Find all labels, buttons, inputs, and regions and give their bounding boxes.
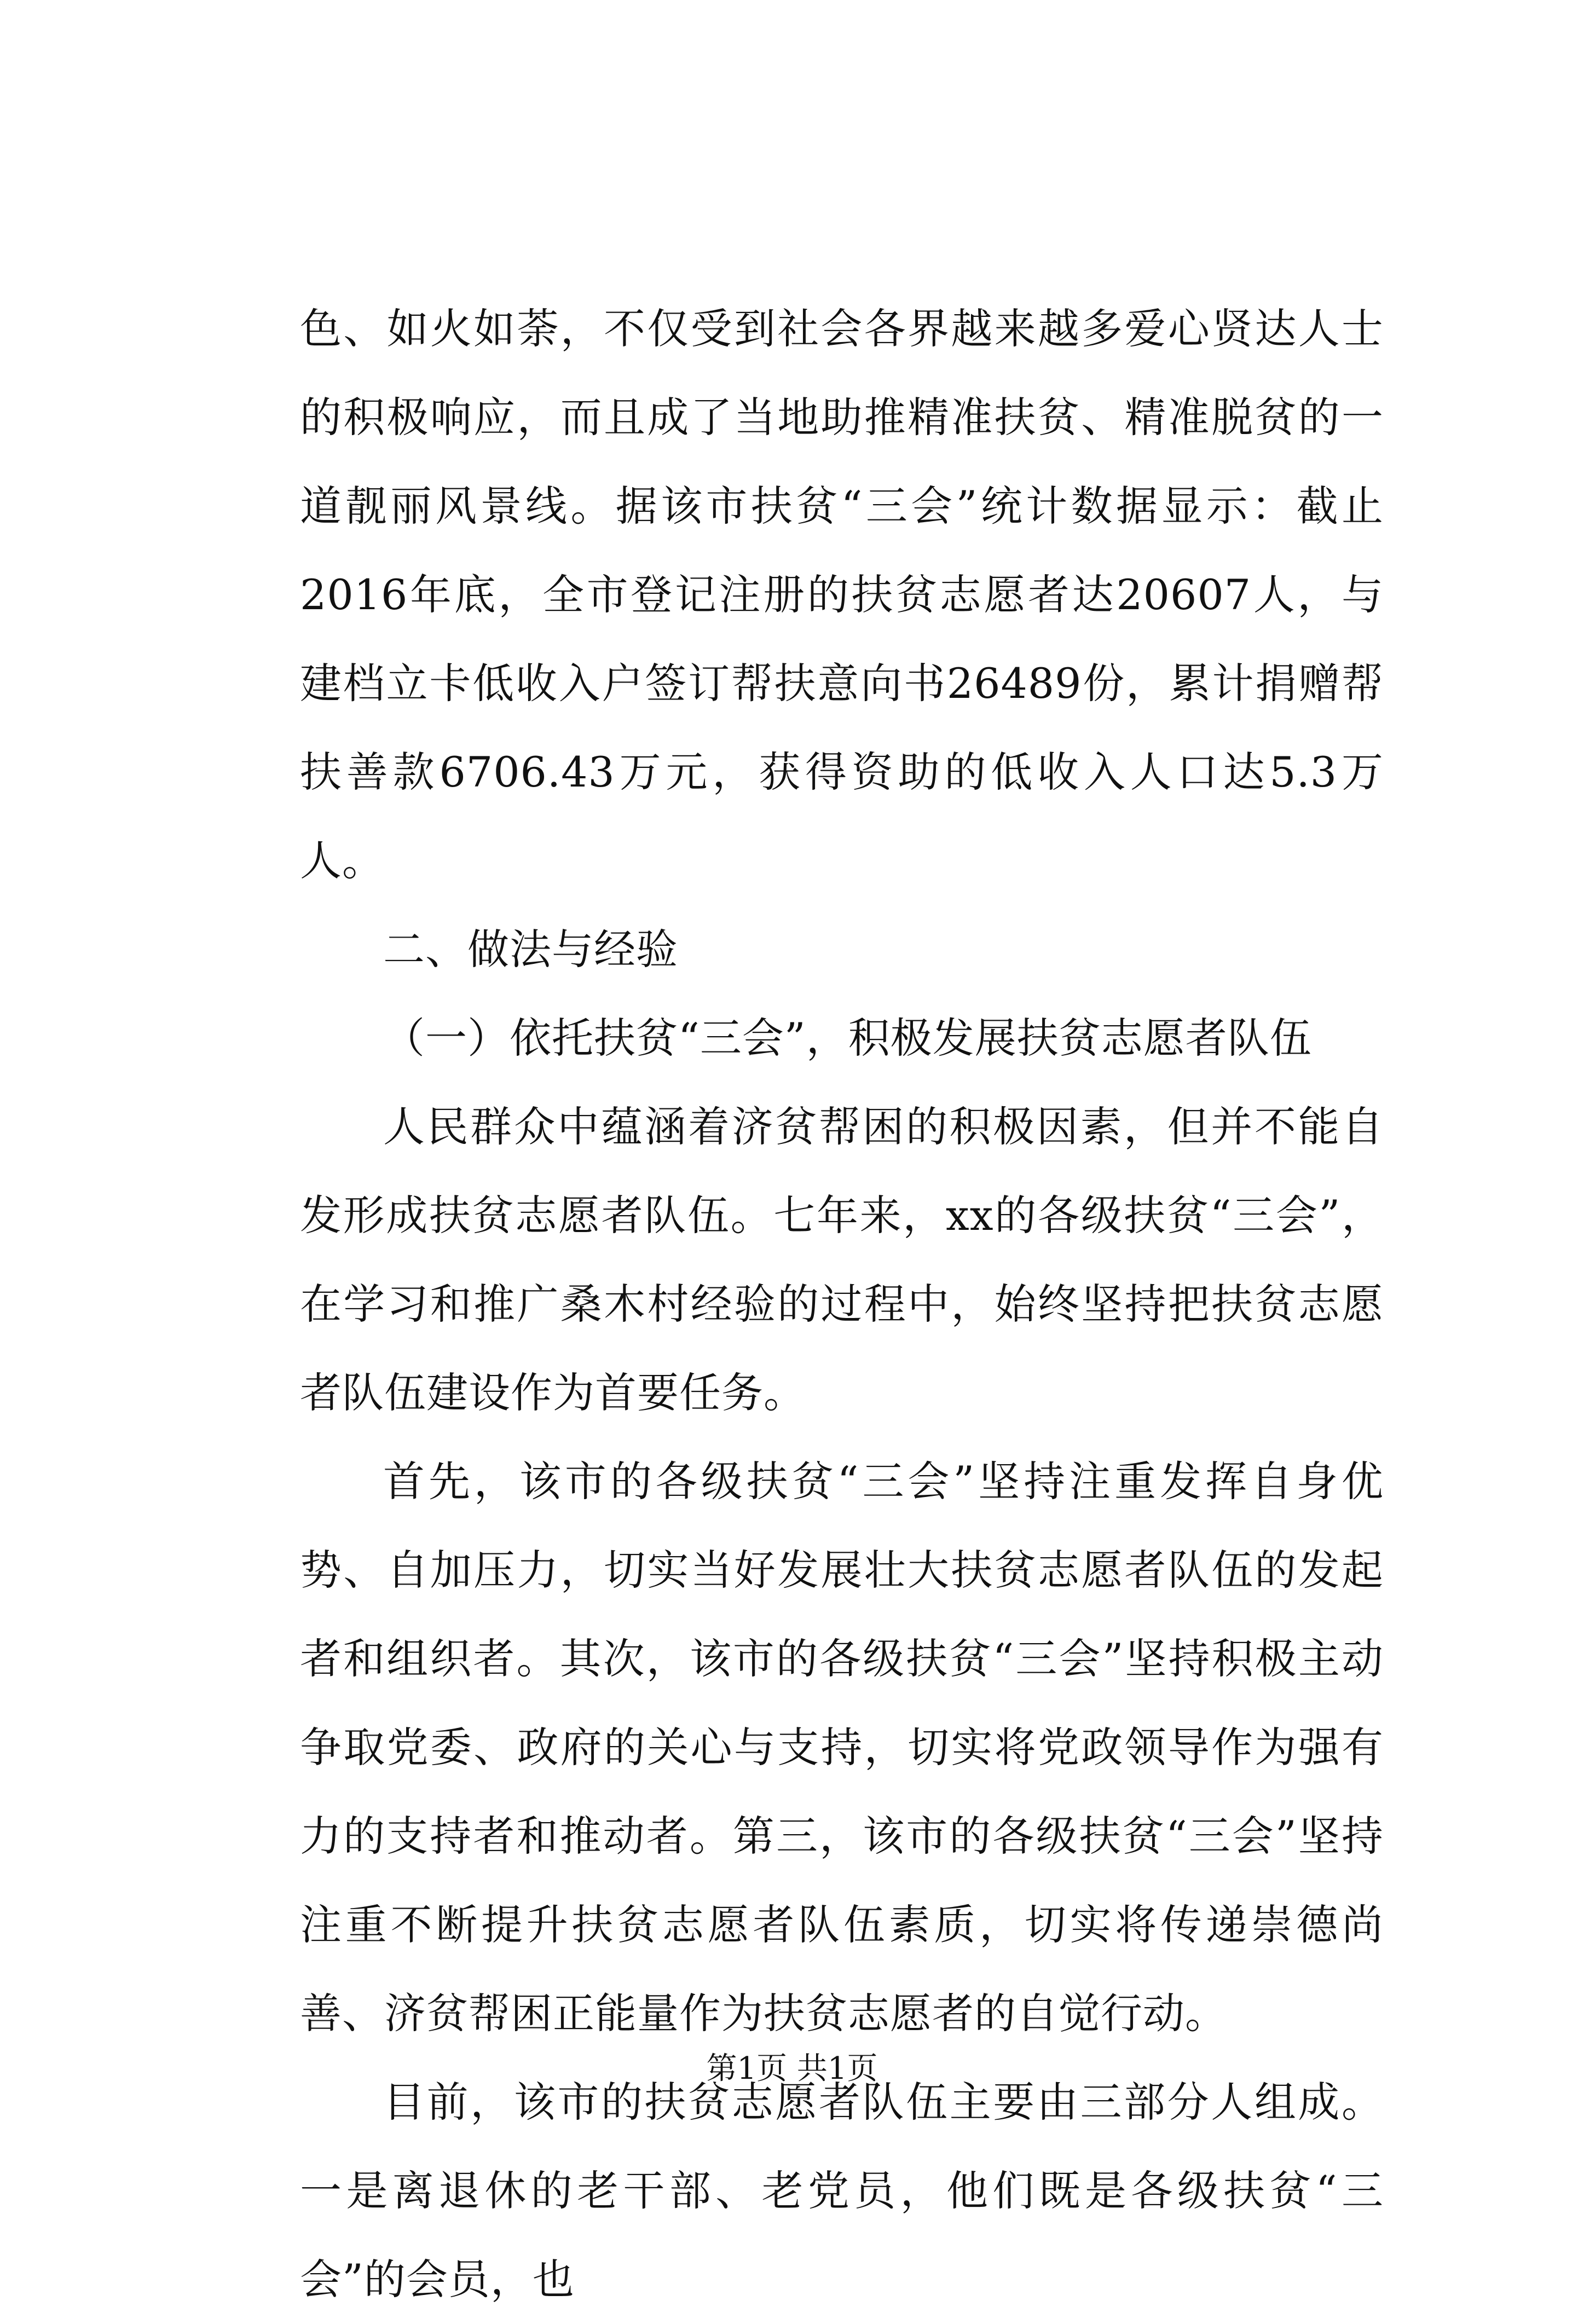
paragraph-2: 人民群众中蕴涵着济贫帮困的积极因素，但并不能自发形成扶贫志愿者队伍。七年来，xx的各级扶贫“三会”，在学习和推广桑木村经验的过程中，始终坚持把扶贫志愿者队伍建设作为首要任务。 xyxy=(300,1102,1384,1417)
paragraph-4: 目前，该市的扶贫志愿者队伍主要由三部分人组成。一是离退休的老干部、老党员，他们既是各级扶贫“三会”的会员，也 xyxy=(300,2078,1384,2304)
subsection-heading: （一）依托扶贫“三会”，积极发展扶贫志愿者队伍 xyxy=(383,1014,1312,1062)
paragraph-1: 色、如火如荼，不仅受到社会各界越来越多爱心贤达人士的积极响应，而且成了当地助推精准扶贫、精准脱贫的一道靓丽风景线。据该市扶贫“三会”统计数据显示：截止2016年底，全市登记注册的扶贫志愿者达20607人，与建档立卡低收入户签订帮扶意向书26489份，累计捐赠帮扶善款6706.43万元，获得资助的低收入人口达5.3万人。 xyxy=(300,304,1384,885)
document-body xyxy=(300,285,1384,2324)
paragraph-3: 首先，该市的各级扶贫“三会”坚持注重发挥自身优势、自加压力，切实当好发展壮大扶贫志愿者队伍的发起者和组织者。其次，该市的各级扶贫“三会”坚持积极主动争取党委、政府的关心与支持，切实将党政领导作为强有力的支持者和推动者。第三，该市的各级扶贫“三会”坚持注重不断提升扶贫志愿者队伍素质，切实将传递崇德尚善、济贫帮困正能量作为扶贫志愿者的自觉行动。 xyxy=(300,1457,1384,2038)
page-footer: 第1页 共1页 xyxy=(706,2051,878,2086)
section-heading: 二、做法与经验 xyxy=(383,925,678,974)
